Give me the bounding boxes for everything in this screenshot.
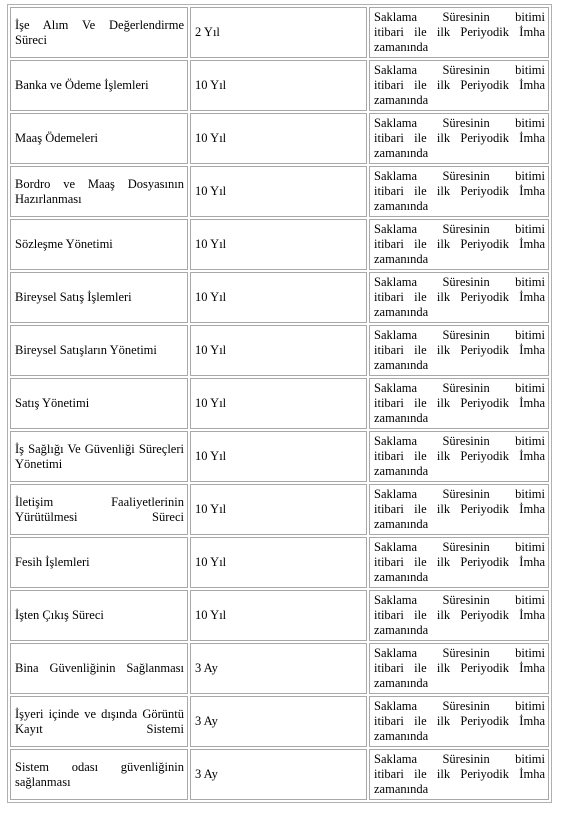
destruction-note-cell: [369, 60, 549, 111]
destruction-note-cell: [369, 484, 549, 535]
table-row: [10, 7, 549, 58]
table-row: [10, 590, 549, 641]
destruction-note-cell: [369, 378, 549, 429]
destruction-note-cell: [369, 749, 549, 800]
retention-duration-cell: 10 Yıl: [190, 378, 367, 429]
process-cell: İletişim Faaliyetlerinin Yürütülmesi Süreci: [10, 484, 188, 535]
destruction-note-cell: [369, 537, 549, 588]
destruction-note-line-1: Saklama Süresinin bitimi: [374, 752, 545, 766]
destruction-note-line-2: itibari ile ilk Periyodik İmha: [374, 131, 545, 145]
process-cell: İşe Alım Ve Değerlendirme Süreci: [10, 7, 188, 58]
process-cell: Bina Güvenliğinin Sağlanması: [10, 643, 188, 694]
retention-duration-cell: 10 Yıl: [190, 590, 367, 641]
retention-duration-cell: 10 Yıl: [190, 219, 367, 270]
destruction-note-line-3: zamanında: [374, 358, 429, 372]
process-cell: Fesih İşlemleri: [10, 537, 188, 588]
destruction-note-line-3: zamanında: [374, 146, 429, 160]
process-cell: Bordro ve Maaş Dosyasının Hazırlanması: [10, 166, 188, 217]
destruction-note-line-1: Saklama Süresinin bitimi: [374, 434, 545, 448]
process-cell: Maaş Ödemeleri: [10, 113, 188, 164]
table-row: [10, 537, 549, 588]
destruction-note-line-1: Saklama Süresinin bitimi: [374, 10, 545, 24]
retention-duration-cell: 2 Yıl: [190, 7, 367, 58]
table-row: [10, 219, 549, 270]
destruction-note-line-1: Saklama Süresinin bitimi: [374, 328, 545, 342]
destruction-note-cell: [369, 325, 549, 376]
destruction-note-line-2: itibari ile ilk Periyodik İmha: [374, 661, 545, 675]
retention-duration-cell: 10 Yıl: [190, 113, 367, 164]
destruction-note-line-3: zamanında: [374, 623, 429, 637]
destruction-note-line-1: Saklama Süresinin bitimi: [374, 63, 545, 77]
destruction-note-line-2: itibari ile ilk Periyodik İmha: [374, 502, 545, 516]
process-cell: Bireysel Satışların Yönetimi: [10, 325, 188, 376]
retention-duration-cell: 10 Yıl: [190, 484, 367, 535]
destruction-note-line-3: zamanında: [374, 411, 429, 425]
retention-duration-cell: 10 Yıl: [190, 60, 367, 111]
destruction-note-line-2: itibari ile ilk Periyodik İmha: [374, 290, 545, 304]
retention-duration-cell: 10 Yıl: [190, 166, 367, 217]
destruction-note-line-1: Saklama Süresinin bitimi: [374, 381, 545, 395]
destruction-note-line-1: Saklama Süresinin bitimi: [374, 275, 545, 289]
destruction-note-cell: [369, 272, 549, 323]
destruction-note-line-2: itibari ile ilk Periyodik İmha: [374, 449, 545, 463]
table-row: [10, 113, 549, 164]
destruction-note-line-1: Saklama Süresinin bitimi: [374, 487, 545, 501]
destruction-note-cell: [369, 113, 549, 164]
destruction-note-line-3: zamanında: [374, 570, 429, 584]
destruction-note-line-2: itibari ile ilk Periyodik İmha: [374, 396, 545, 410]
destruction-note-line-1: Saklama Süresinin bitimi: [374, 169, 545, 183]
destruction-note-line-1: Saklama Süresinin bitimi: [374, 540, 545, 554]
destruction-note-line-3: zamanında: [374, 252, 429, 266]
retention-duration-cell: 10 Yıl: [190, 325, 367, 376]
destruction-note-line-2: itibari ile ilk Periyodik İmha: [374, 237, 545, 251]
retention-duration-cell: 3 Ay: [190, 696, 367, 747]
destruction-note-line-2: itibari ile ilk Periyodik İmha: [374, 184, 545, 198]
retention-duration-cell: 10 Yıl: [190, 431, 367, 482]
destruction-note-cell: [369, 696, 549, 747]
retention-table-body: [10, 7, 549, 800]
process-cell: Banka ve Ödeme İşlemleri: [10, 60, 188, 111]
process-cell: İş Sağlığı Ve Güvenliği Süreçleri Yönetimi: [10, 431, 188, 482]
destruction-note-line-2: itibari ile ilk Periyodik İmha: [374, 608, 545, 622]
process-cell: Bireysel Satış İşlemleri: [10, 272, 188, 323]
retention-duration-cell: 3 Ay: [190, 643, 367, 694]
destruction-note-cell: [369, 7, 549, 58]
table-row: [10, 749, 549, 800]
destruction-note-cell: [369, 643, 549, 694]
destruction-note-cell: [369, 219, 549, 270]
process-cell: Sözleşme Yönetimi: [10, 219, 188, 270]
table-row: [10, 378, 549, 429]
destruction-note-line-3: zamanında: [374, 464, 429, 478]
destruction-note-line-3: zamanında: [374, 40, 429, 54]
table-row: [10, 431, 549, 482]
destruction-note-line-3: zamanında: [374, 729, 429, 743]
table-row: [10, 696, 549, 747]
process-cell: Sistem odası güvenliğinin sağlanması: [10, 749, 188, 800]
process-cell: Satış Yönetimi: [10, 378, 188, 429]
destruction-note-line-2: itibari ile ilk Periyodik İmha: [374, 343, 545, 357]
process-cell: İşten Çıkış Süreci: [10, 590, 188, 641]
table-row: [10, 484, 549, 535]
process-cell: İşyeri içinde ve dışında Görüntü Kayıt Sistemi: [10, 696, 188, 747]
table-row: [10, 272, 549, 323]
destruction-note-line-1: Saklama Süresinin bitimi: [374, 699, 545, 713]
destruction-note-line-2: itibari ile ilk Periyodik İmha: [374, 767, 545, 781]
destruction-note-cell: [369, 590, 549, 641]
destruction-note-line-2: itibari ile ilk Periyodik İmha: [374, 78, 545, 92]
retention-table: [7, 4, 552, 803]
destruction-note-line-2: itibari ile ilk Periyodik İmha: [374, 714, 545, 728]
table-row: [10, 643, 549, 694]
destruction-note-line-3: zamanında: [374, 93, 429, 107]
destruction-note-line-2: itibari ile ilk Periyodik İmha: [374, 25, 545, 39]
table-row: [10, 166, 549, 217]
destruction-note-cell: [369, 431, 549, 482]
destruction-note-line-3: zamanında: [374, 676, 429, 690]
retention-duration-cell: 10 Yıl: [190, 537, 367, 588]
retention-duration-cell: 10 Yıl: [190, 272, 367, 323]
destruction-note-line-3: zamanında: [374, 199, 429, 213]
retention-duration-cell: 3 Ay: [190, 749, 367, 800]
destruction-note-line-3: zamanında: [374, 305, 429, 319]
destruction-note-line-1: Saklama Süresinin bitimi: [374, 646, 545, 660]
destruction-note-line-2: itibari ile ilk Periyodik İmha: [374, 555, 545, 569]
table-row: [10, 325, 549, 376]
destruction-note-line-3: zamanında: [374, 517, 429, 531]
destruction-note-cell: [369, 166, 549, 217]
table-row: [10, 60, 549, 111]
destruction-note-line-3: zamanında: [374, 782, 429, 796]
destruction-note-line-1: Saklama Süresinin bitimi: [374, 116, 545, 130]
destruction-note-line-1: Saklama Süresinin bitimi: [374, 593, 545, 607]
destruction-note-line-1: Saklama Süresinin bitimi: [374, 222, 545, 236]
